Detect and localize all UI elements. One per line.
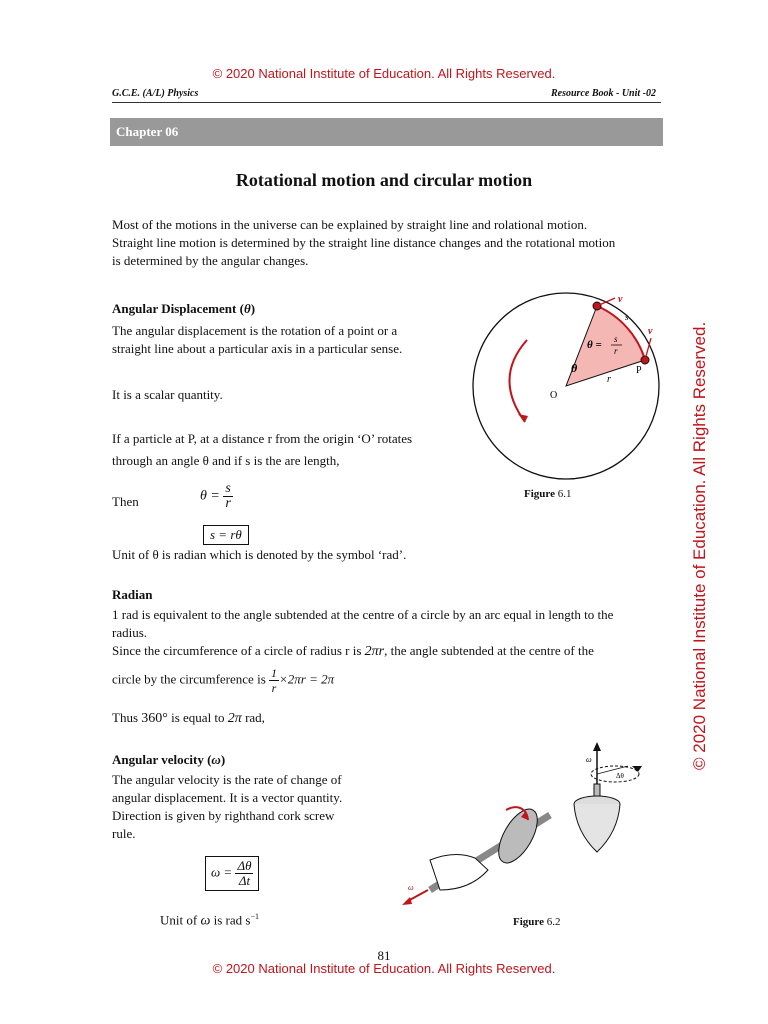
scalar-text: It is a scalar quantity.	[112, 387, 223, 402]
particle-line-2: through an angle θ and if s is the are length,	[112, 453, 340, 468]
label-v1: v	[618, 294, 623, 305]
header-right: Resource Book - Unit -02	[551, 88, 656, 99]
ad-line-1: The angular displacement is the rotation of a point or a	[112, 323, 398, 338]
angular-velocity-heading: Angular velocity (ω)	[112, 752, 226, 767]
radian-line-3: Since the circumference of a circle of radius r is 2πr, the angle subtended at the centre of the	[112, 643, 594, 659]
wheel	[491, 803, 545, 869]
label-eq-num: s	[614, 334, 618, 344]
ad-line-2: straight line about a particular axis in a particular sense.	[112, 341, 403, 356]
label-s: s	[625, 312, 629, 322]
angular-velocity-text	[112, 771, 412, 843]
omega-equation: ω = $\frac{\Delta\theta}{\Delta t}$	[205, 856, 259, 891]
av-line-4: rule.	[112, 826, 136, 841]
figure-6-2	[400, 740, 665, 915]
intro-paragraph	[112, 216, 672, 270]
particle-line-1: If a particle at P, at a distance r from the origin ‘O’ rotates	[112, 431, 413, 446]
angular-displacement-heading: Angular Displacement (θ)	[112, 301, 256, 316]
figure-6-1-caption: Figure 6.1	[524, 488, 572, 500]
chapter-bar: Chapter 06	[110, 118, 663, 146]
header-left: G.C.E. (A/L) Physics	[112, 88, 199, 99]
label-eq-den: r	[614, 346, 618, 356]
copyright-side: © 2020 National Institute of Education. All Rights Reserved.	[690, 321, 709, 770]
radian-line-1: 1 rad is equivalent to the angle subtended at the centre of a circle by an arc equal in length to the	[112, 607, 614, 622]
intro-line-3: is determined by the angular changes.	[112, 253, 309, 268]
then-label: Then	[112, 494, 139, 509]
label-v2: v	[648, 326, 653, 337]
rotation-arrow	[509, 340, 527, 422]
theta-equation: θ = $\frac{s}{r}$	[200, 481, 231, 511]
label-theta: θ	[571, 361, 578, 375]
particle-text	[112, 430, 472, 470]
intro-line-2: Straight line motion is determined by the straight line distance changes and the rotational motion	[112, 235, 616, 250]
unit-theta-text: Unit of θ is radian which is denoted by the symbol ‘rad’.	[112, 547, 407, 562]
label-dtheta: Δθ	[616, 772, 624, 780]
radian-line-2: radius.	[112, 625, 148, 640]
copyright-top: © 2020 National Institute of Education. All Rights Reserved.	[212, 66, 556, 81]
angular-displacement-text	[112, 322, 462, 358]
omega-arrowhead	[402, 897, 412, 905]
top-axis-arrowhead	[593, 742, 601, 751]
label-omega-wheel: ω	[408, 883, 414, 892]
page-title: Rotational motion and circular motion	[235, 170, 533, 190]
radian-text	[112, 606, 672, 661]
av-line-2: angular displacement. It is a vector quantity.	[112, 790, 343, 805]
radian-line-5: Thus 360° is equal to 2π rad,	[112, 710, 265, 726]
label-eq-lhs: θ =	[587, 339, 602, 351]
label-omega-top: ω	[586, 755, 592, 764]
av-line-1: The angular velocity is the rate of change of	[112, 772, 342, 787]
boxed-equation: s = rθ	[203, 525, 249, 545]
header-rule	[112, 102, 661, 103]
figure-6-1	[455, 290, 670, 485]
figure-6-2-caption: Figure 6.2	[513, 916, 561, 928]
unit-omega-text: Unit of ω is rad $s^{-1}$	[160, 912, 259, 929]
top-body	[574, 804, 620, 852]
intro-line-1: Most of the motions in the universe can be explained by straight line and rolational motion.	[112, 217, 588, 232]
radian-line-4: circle by the circumference is $\frac{1}{r}$ ×2πr = 2π	[112, 666, 335, 695]
sector-shaded	[566, 306, 645, 386]
label-r: r	[607, 374, 611, 385]
copyright-bottom: © 2020 National Institute of Education. All Rights Reserved.	[212, 961, 556, 976]
av-line-3: Direction is given by righthand cork screw	[112, 808, 335, 823]
label-p: P	[636, 365, 642, 376]
page-number: 81	[377, 948, 391, 963]
label-o: O	[550, 390, 558, 401]
radian-heading: Radian	[112, 587, 153, 602]
